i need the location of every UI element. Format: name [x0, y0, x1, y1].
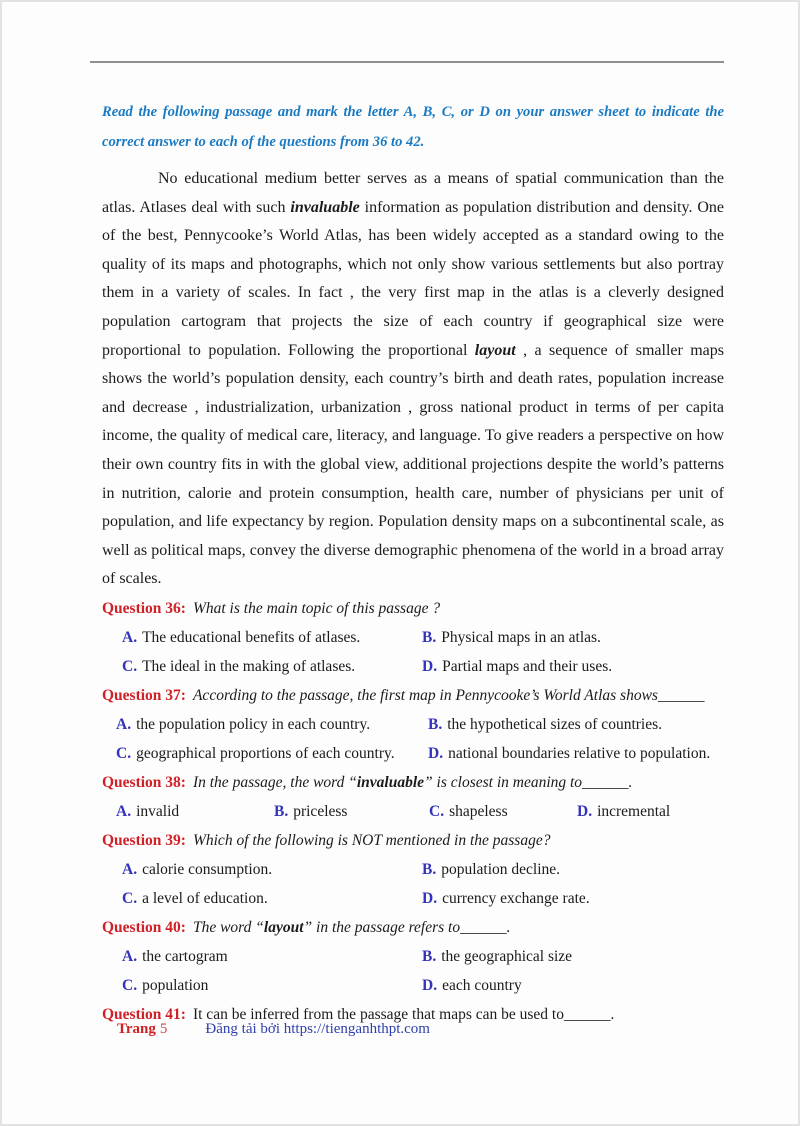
option-letter: C.: [122, 657, 138, 675]
option-36-a: [122, 623, 422, 652]
option-letter: B.: [422, 947, 437, 965]
option-text: The educational benefits of atlases.: [142, 628, 361, 646]
option-text: the hypothetical sizes of countries.: [447, 715, 663, 733]
page-footer: [117, 1018, 430, 1040]
question-text-segment: The word “: [192, 918, 264, 936]
passage-segment: No educational medium better serves as a means of spatial communication than the atlas. Atlases deal with such: [102, 170, 724, 216]
option-text: population decline.: [441, 860, 561, 878]
page-content: [102, 97, 724, 1029]
option-letter: B.: [428, 715, 443, 733]
option-letter: D.: [422, 657, 438, 675]
question-40-label: Question 40:: [102, 918, 186, 936]
option-37-c: [116, 739, 428, 768]
page-number-label: Trang: [117, 1021, 156, 1037]
option-38-b: [274, 797, 429, 826]
option-36-b: [422, 623, 724, 652]
option-text: currency exchange rate.: [442, 889, 590, 907]
option-letter: A.: [116, 715, 132, 733]
question-41-label: Question 41:: [102, 1005, 186, 1023]
question-38-label: Question 38:: [102, 773, 186, 791]
option-38-a: [116, 797, 274, 826]
question-37-options: [102, 710, 724, 768]
option-38-c: [429, 797, 577, 826]
option-40-c: [122, 971, 422, 1000]
option-39-a: [122, 855, 422, 884]
option-39-c: [122, 884, 422, 913]
option-37-a: [116, 710, 428, 739]
option-39-d: [422, 884, 724, 913]
option-text: national boundaries relative to population.: [448, 744, 711, 762]
question-37-text: According to the passage, the first map in Pennycooke’s World Atlas shows______: [192, 686, 705, 704]
option-text: population: [142, 976, 209, 994]
page-number: 5: [159, 1021, 168, 1037]
question-39-label: Question 39:: [102, 831, 186, 849]
option-39-b: [422, 855, 724, 884]
question-40-term: layout: [263, 918, 304, 936]
question-39-text: Which of the following is NOT mentioned in the passage?: [192, 831, 551, 849]
question-40: [102, 913, 724, 942]
reading-passage: [102, 165, 724, 594]
option-letter: B.: [274, 802, 289, 820]
instruction-text: Read the following passage and mark the letter A, B, C, or D on your answer sheet to indicate the correct answer to each of the questions from 36 to 42.: [102, 104, 724, 150]
option-text: each country: [442, 976, 522, 994]
footer-credit-url: Đăng tải bởi https://tienganhthpt.com: [205, 1021, 430, 1037]
question-38-options: [102, 797, 724, 826]
option-text: incremental: [597, 802, 671, 820]
option-text: Partial maps and their uses.: [442, 657, 613, 675]
option-letter: A.: [122, 628, 138, 646]
option-letter: C.: [122, 889, 138, 907]
option-text: The ideal in the making of atlases.: [142, 657, 356, 675]
option-36-c: [122, 652, 422, 681]
question-38-term: invaluable: [356, 773, 425, 791]
question-text-segment: In the passage, the word “: [192, 773, 357, 791]
option-text: shapeless: [449, 802, 508, 820]
option-text: invalid: [136, 802, 180, 820]
question-40-text: [193, 919, 511, 936]
option-text: Physical maps in an atlas.: [441, 628, 601, 646]
option-letter: B.: [422, 860, 437, 878]
option-letter: C.: [429, 802, 445, 820]
option-letter: C.: [122, 976, 138, 994]
question-36-options: [102, 623, 724, 681]
option-text: the geographical size: [441, 947, 573, 965]
question-41-text: It can be inferred from the passage that maps can be used to______.: [192, 1005, 615, 1023]
option-letter: A.: [122, 947, 138, 965]
option-36-d: [422, 652, 724, 681]
passage-segment: information as population distribution and density. One of the best, Pennycooke’s World Atlas, has been widely accepted as a standard owing to the quality of its maps and photographs, which not only show various settlements but also portray them in a variety of scales. In fact , the very first map in the atlas is a cleverly designed population cartogram that projects the size of each country if geographical size were proportional to population. Following the proportional: [102, 198, 724, 359]
question-36-text: What is the main topic of this passage ?: [192, 599, 441, 617]
option-letter: C.: [116, 744, 132, 762]
option-letter: D.: [422, 976, 438, 994]
question-36: [102, 594, 724, 623]
option-text: geographical proportions of each country.: [136, 744, 395, 762]
passage-term-layout: layout: [474, 341, 516, 359]
option-letter: D.: [577, 802, 593, 820]
option-letter: A.: [116, 802, 132, 820]
question-38-text: [193, 774, 632, 791]
option-40-b: [422, 942, 724, 971]
option-letter: B.: [422, 628, 437, 646]
question-37: [102, 681, 724, 710]
option-37-d: [428, 739, 724, 768]
option-letter: A.: [122, 860, 138, 878]
option-40-d: [422, 971, 724, 1000]
question-36-label: Question 36:: [102, 599, 186, 617]
option-37-b: [428, 710, 724, 739]
option-letter: D.: [428, 744, 444, 762]
passage-term-invaluable: invaluable: [290, 198, 360, 216]
question-38: [102, 768, 724, 797]
question-text-segment: ” is closest in meaning to______.: [424, 773, 633, 791]
passage-segment: , a sequence of smaller maps shows the world’s population density, each country’s birth and death rates, population increase and decrease , industrialization, urbanization , gross national product in terms of per capita income, the quality of medical care, literacy, and language. To give readers a perspective on how their own country fits in with the global view, additional projections despite the world’s patterns in nutrition, calorie and protein consumption, health care, number of physicians per unit of population, and life expectancy by region. Population density maps on a subcontinental scale, as well as political maps, convey the diverse demographic phenomena of the world in a broad array of scales.: [102, 341, 725, 588]
question-37-label: Question 37:: [102, 686, 186, 704]
option-text: calorie consumption.: [142, 860, 273, 878]
option-text: the cartogram: [142, 947, 228, 965]
question-39: [102, 826, 724, 855]
option-text: the population policy in each country.: [136, 715, 371, 733]
question-40-options: [102, 942, 724, 1000]
option-38-d: [577, 797, 724, 826]
option-text: priceless: [293, 802, 348, 820]
question-39-options: [102, 855, 724, 913]
question-text-segment: ” in the passage refers to______.: [303, 918, 511, 936]
option-text: a level of education.: [142, 889, 268, 907]
option-letter: D.: [422, 889, 438, 907]
header-rule: [90, 61, 724, 63]
option-40-a: [122, 942, 422, 971]
